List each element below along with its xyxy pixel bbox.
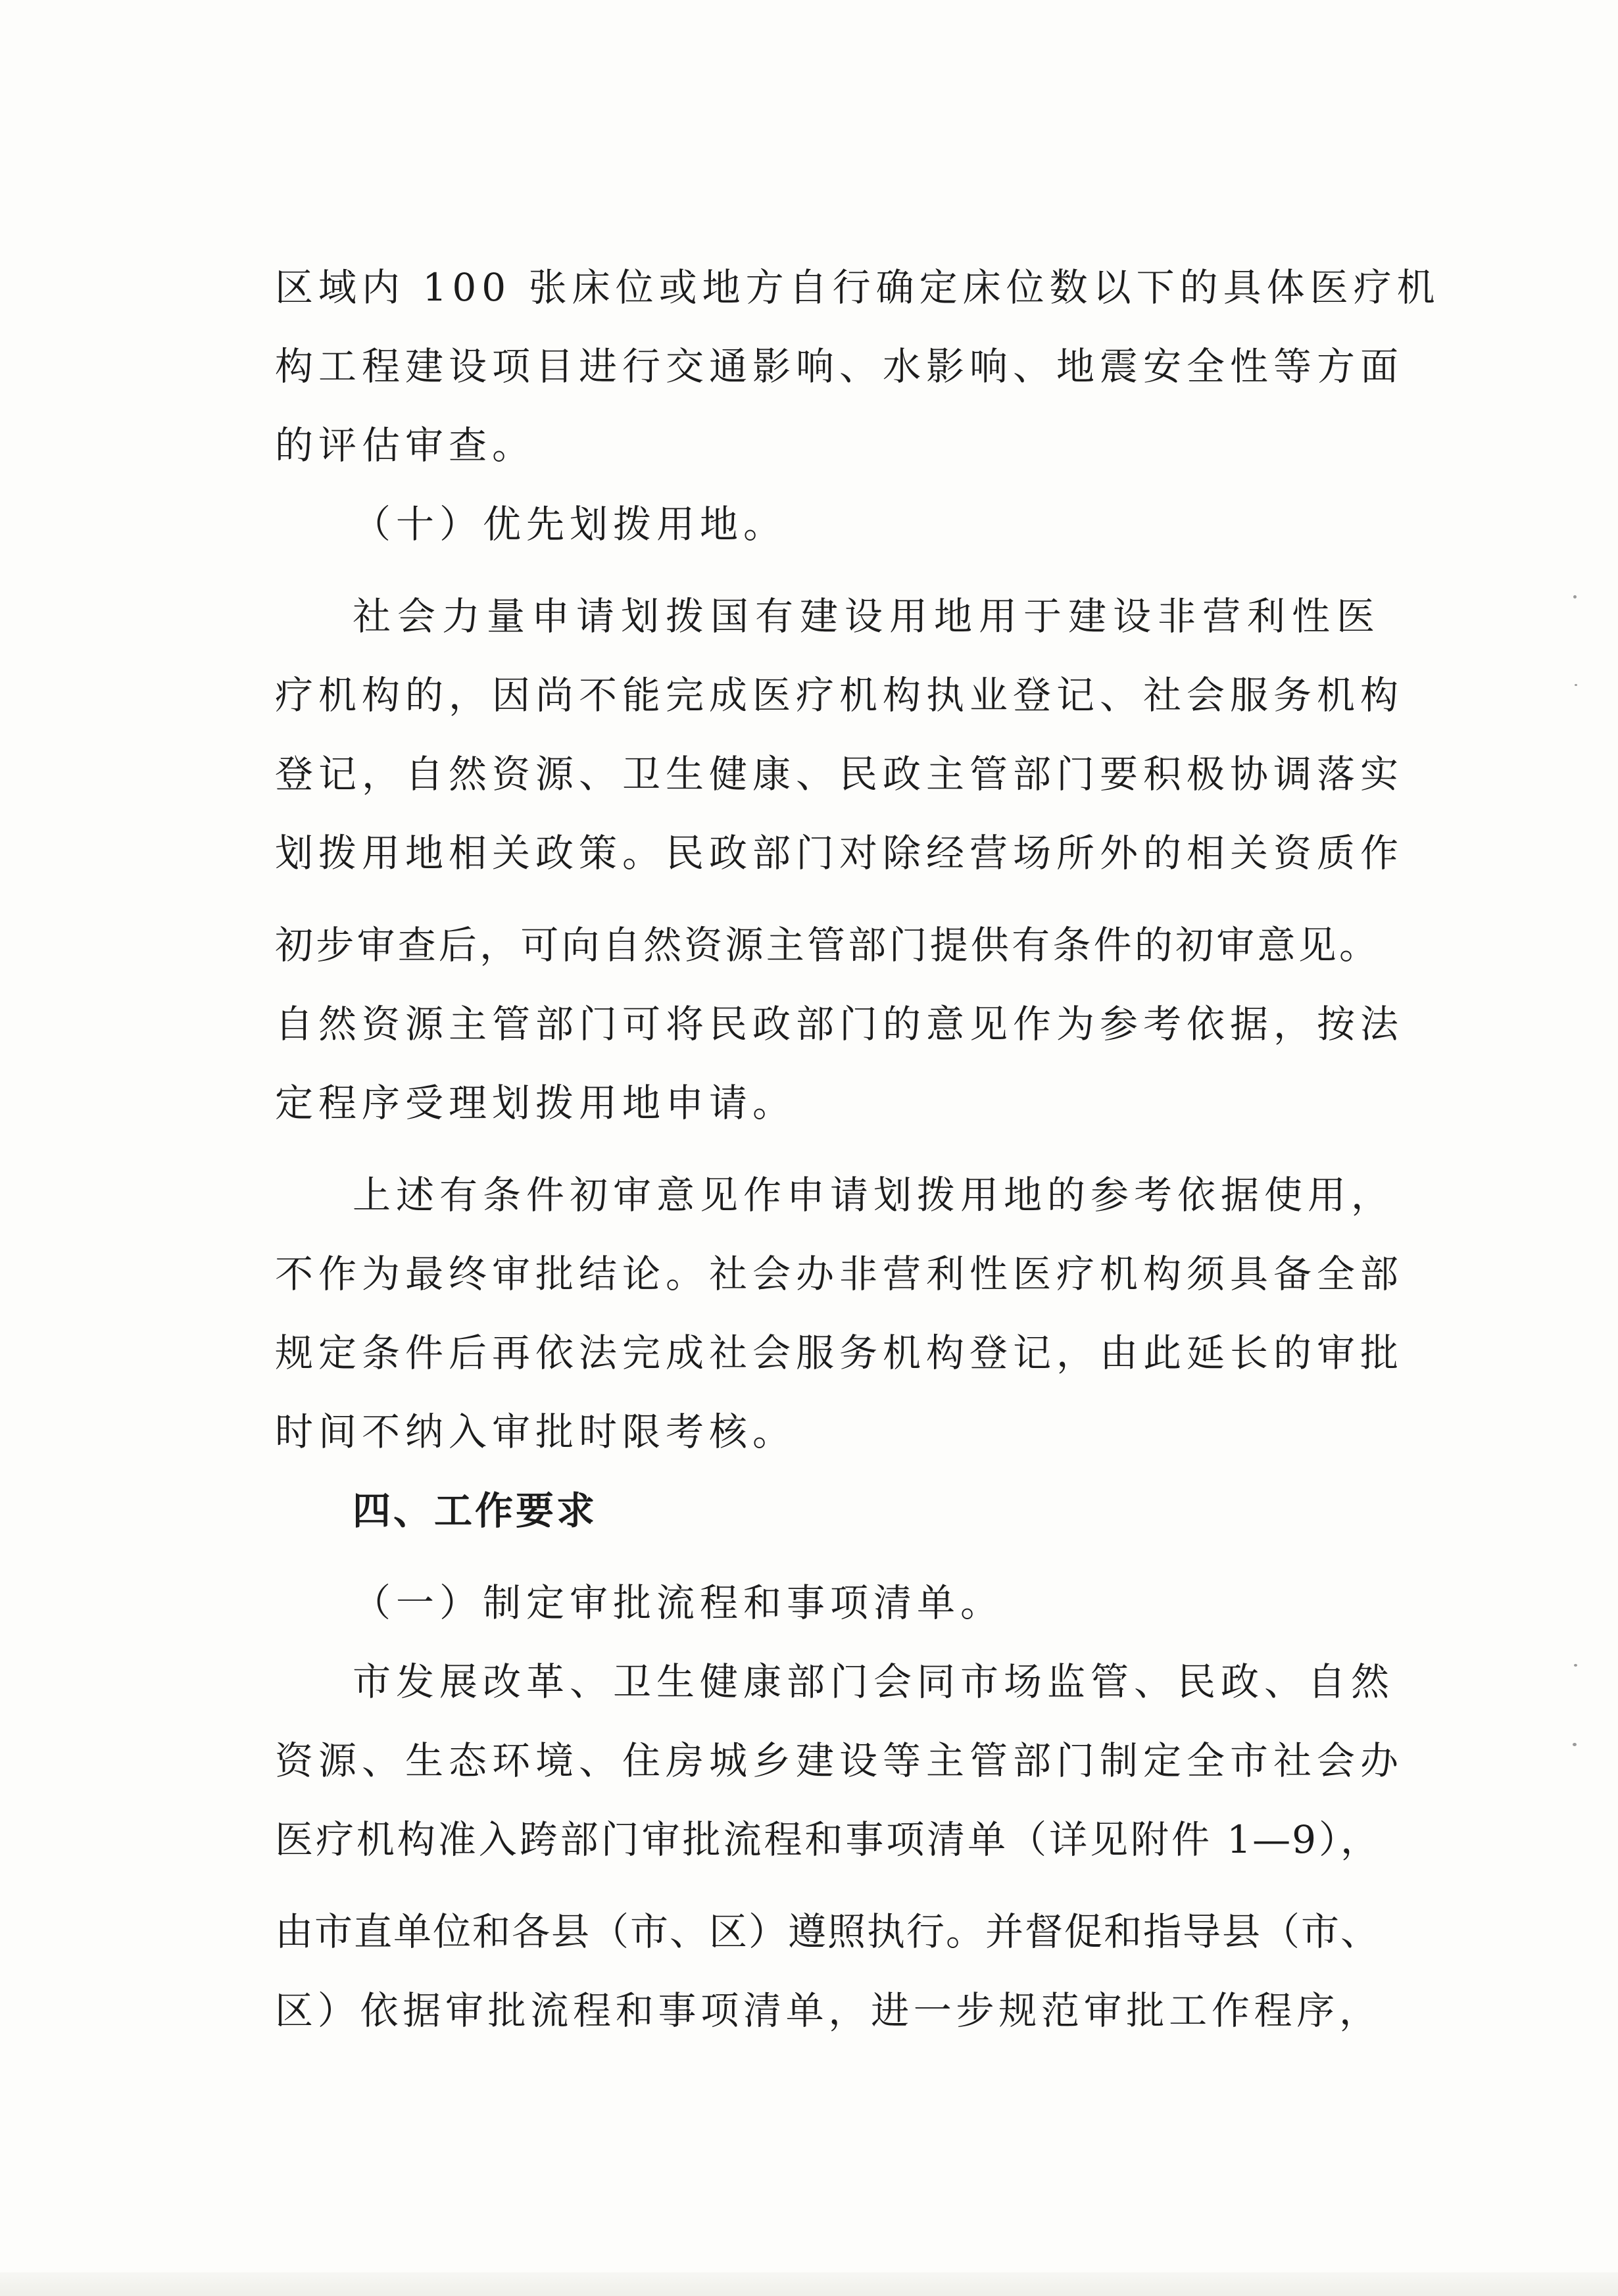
- section-heading-4: 四、工作要求: [353, 1488, 598, 1533]
- scan-speck: [1575, 684, 1577, 686]
- body-line-9: 初步审查后，可向自然资源主管部门提供有条件的初审意见。: [275, 923, 1380, 967]
- body-line-1: 区域内 100 张床位或地方自行确定床位数以下的具体医疗机: [275, 265, 1440, 310]
- body-line-3: 的评估审查。: [275, 423, 536, 468]
- body-line-2: 构工程建设项目进行交通影响、水影响、地震安全性等方面: [275, 344, 1404, 389]
- body-line-21: 由市直单位和各县（市、区）遵照执行。并督促和指导县（市、: [275, 1909, 1381, 1954]
- scan-speck: [1574, 1664, 1577, 1667]
- body-line-7: 登记，自然资源、卫生健康、民政主管部门要积极协调落实: [275, 752, 1404, 796]
- body-line-20: 医疗机构准入跨部门审批流程和事项清单（详见附件 1—9），: [275, 1817, 1380, 1862]
- body-line-13: 不作为最终审批结论。社会办非营利性医疗机构须具备全部: [275, 1252, 1404, 1296]
- body-line-12: 上述有条件初审意见作申请划拨用地的参考依据使用，: [353, 1173, 1395, 1217]
- subsection-heading-10: （十）优先划拨用地。: [353, 502, 787, 547]
- body-line-6: 疗机构的，因尚不能完成医疗机构执业登记、社会服务机构: [275, 673, 1404, 718]
- scan-speck: [1573, 595, 1577, 598]
- body-line-11: 定程序受理划拨用地申请。: [275, 1081, 797, 1125]
- body-line-5: 社会力量申请划拨国有建设用地用于建设非营利性医: [353, 594, 1380, 639]
- body-line-19: 资源、生态环境、住房城乡建设等主管部门制定全市社会办: [275, 1738, 1404, 1783]
- body-line-14: 规定条件后再依法完成社会服务机构登记，由此延长的审批: [275, 1331, 1404, 1375]
- subsection-heading-1: （一）制定审批流程和事项清单。: [353, 1580, 1004, 1625]
- scan-speck: [1573, 1743, 1577, 1746]
- body-line-10: 自然资源主管部门可将民政部门的意见作为参考依据，按法: [275, 1002, 1404, 1046]
- scan-bottom-edge: [0, 2272, 1618, 2296]
- body-line-8: 划拨用地相关政策。民政部门对除经营场所外的相关资质作: [275, 831, 1404, 875]
- body-line-18: 市发展改革、卫生健康部门会同市场监管、民政、自然: [353, 1659, 1395, 1704]
- body-line-22: 区）依据审批流程和事项清单，进一步规范审批工作程序，: [275, 1988, 1380, 2033]
- body-line-15: 时间不纳入审批时限考核。: [275, 1409, 797, 1454]
